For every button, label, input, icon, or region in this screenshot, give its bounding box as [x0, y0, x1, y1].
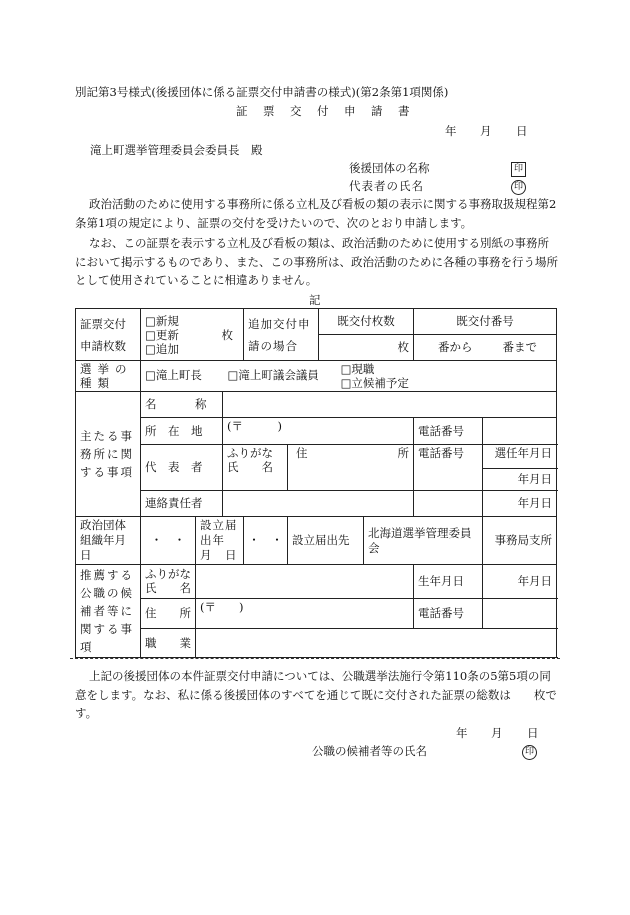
seal-round-icon: 印: [511, 178, 526, 195]
label-issued-count: 既交付枚数: [319, 309, 414, 335]
rep-address-field[interactable]: 住 所: [288, 445, 414, 491]
checkbox-planned[interactable]: □立候補予定: [340, 376, 409, 390]
footer-date-month: 月: [491, 726, 503, 740]
cut-line: [70, 658, 560, 659]
checkbox-current[interactable]: □現職: [340, 362, 375, 376]
election-type-cell: [141, 361, 557, 392]
birth-date-field[interactable]: 年月日: [483, 565, 557, 599]
seal-square-icon: 印: [511, 160, 526, 177]
label-candidate-address: 住 所: [141, 598, 196, 629]
label-filed-date: 設立届出年 月 日: [196, 517, 244, 565]
label-appointed-date: 選任年月日: [483, 445, 557, 469]
issued-number-range[interactable]: 番から 番まで: [414, 335, 557, 361]
candidate-address-field[interactable]: (〒 ): [196, 598, 414, 629]
application-table: [75, 308, 557, 658]
request-type-cell: [141, 309, 244, 361]
paragraph-2: なお、この証票を表示する立札及び看板の類は、政治活動のために使用する別紙の事務所において掲示するものであり、また、この事務所は、政治活動のために各種の事務を行う場所として使用されていることに相違ありません。: [75, 236, 558, 287]
checkbox-renew[interactable]: □更新: [145, 327, 179, 342]
label-rep-tel: 電話番号: [414, 445, 483, 491]
ki-heading: 記: [309, 293, 321, 307]
candidate-furigana-cell: ふりがな 氏 名: [141, 565, 196, 599]
contact-date-field[interactable]: 年月日: [483, 491, 557, 517]
date-year: 年: [445, 124, 457, 138]
candidate-name-field[interactable]: [196, 565, 414, 599]
page-title: 証 票 交 付 申 請 書: [236, 104, 412, 118]
addressee: 滝上町選挙管理委員会委員長 殿: [90, 143, 263, 157]
label-org-date: 政治団体組織年月日: [76, 517, 141, 565]
occupation-field[interactable]: [196, 629, 557, 658]
checkbox-add[interactable]: □追加: [145, 341, 179, 356]
footer-date-year: 年: [456, 726, 468, 740]
label-occupation: 職 業: [141, 629, 196, 658]
label-representative: 代 表 者: [141, 445, 223, 491]
label-contact-person: 連絡責任者: [141, 491, 223, 517]
checkbox-new[interactable]: □新規: [145, 313, 179, 328]
label-office-name: 名 称: [141, 392, 223, 418]
label-candidate: 推薦する公職の候補者等に関する事項: [76, 565, 141, 658]
rep-name-label: 代表者の氏名: [349, 179, 424, 193]
contact-tel-field[interactable]: [414, 491, 483, 517]
filed-date-field[interactable]: ・ ・: [244, 517, 288, 565]
form-reference: 別記第3号様式(後援団体に係る証票交付申請書の様式)(第2条第1項関係): [75, 85, 449, 99]
footer-date-day: 日: [527, 726, 539, 740]
office-branch: 事務局支所: [483, 517, 557, 565]
group-name-label: 後援団体の名称: [349, 161, 430, 175]
date-month: 月: [480, 124, 492, 138]
mai-label: 枚: [221, 327, 234, 342]
rep-furigana-cell: ふりがな 氏 名: [223, 445, 288, 491]
label-add-case: 追加交付申請の場合: [244, 309, 319, 361]
office-tel-field[interactable]: [483, 418, 557, 445]
label-birth-date: 生年月日: [414, 565, 483, 599]
label-main-office: 主たる事務所に関する事項: [76, 392, 141, 517]
office-address-field[interactable]: (〒 ): [223, 418, 414, 445]
footer-seal-icon: 印: [522, 743, 537, 760]
label-office-address: 所 在 地: [141, 418, 223, 445]
issued-count-value[interactable]: 枚: [319, 335, 414, 361]
consent-paragraph: 上記の後援団体の本件証票交付申請については、公職選挙法施行令第110条の5第5項の同意をします。なお、私に係る後援団体のすべてを通じて既に交付された証票の総数は 枚です。: [75, 669, 557, 720]
label-filed-destination: 設立届出先: [288, 517, 364, 565]
candidate-name-label: 公職の候補者等の氏名: [312, 744, 427, 758]
label-election-type: 選挙の種類: [76, 361, 141, 392]
date-day: 日: [516, 124, 528, 138]
label-office-tel: 電話番号: [414, 418, 483, 445]
checkbox-council[interactable]: □滝上町議会議員: [227, 368, 319, 382]
office-name-field[interactable]: [223, 392, 557, 418]
commission-name: 北海道選挙管理委員会: [364, 517, 483, 565]
label-candidate-tel: 電話番号: [414, 598, 483, 629]
appointed-date-field[interactable]: 年月日: [483, 469, 557, 491]
label-issue-count: 証票交付申請枚数: [76, 309, 141, 361]
contact-person-field[interactable]: [223, 491, 414, 517]
label-issued-number: 既交付番号: [414, 309, 557, 335]
paragraph-1: 政治活動のために使用する事務所に係る立札及び看板の類の表示に関する事務取扱規程第2条第1項の規定により、証票の交付を受けたいので、次のとおり申請します。: [75, 197, 557, 230]
org-date-field[interactable]: ・ ・: [141, 517, 196, 565]
candidate-tel-field[interactable]: [483, 598, 557, 629]
checkbox-mayor[interactable]: □滝上町長: [145, 368, 202, 382]
